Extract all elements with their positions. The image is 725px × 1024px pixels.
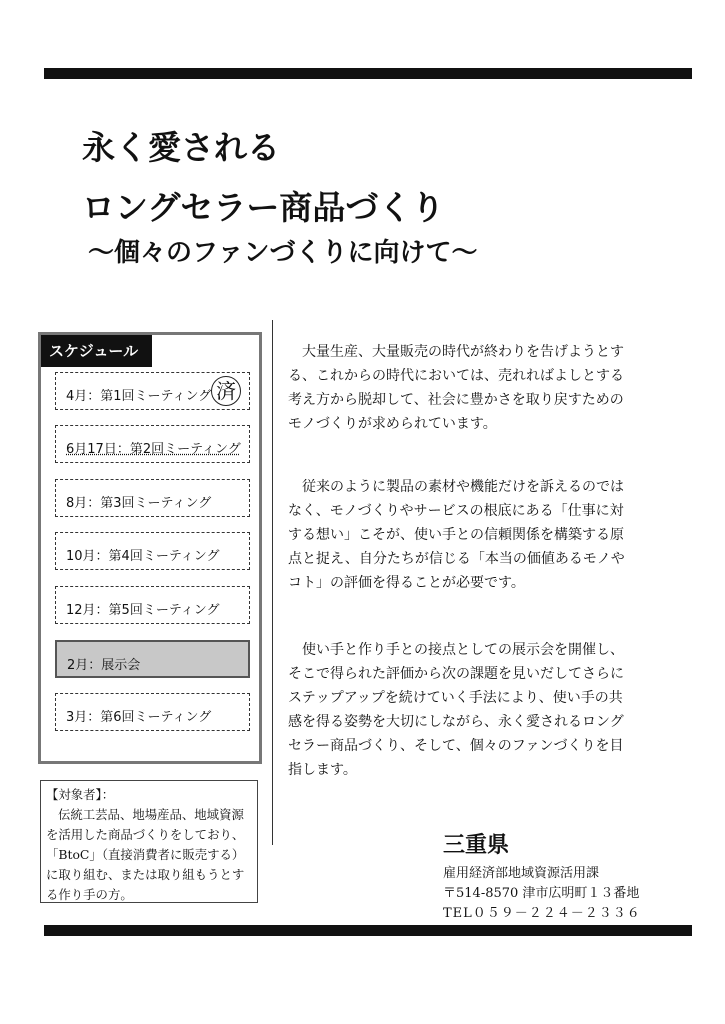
schedule-item [55,586,250,624]
target-heading: 【対象者】： [46,787,115,802]
schedule-item-label: 4月：第1回ミーティング [66,389,212,404]
schedule-item-label: 3月：第6回ミーティング [66,710,212,725]
schedule-item-label: 12月：第5回ミーティング [66,603,220,618]
schedule-item [55,479,250,517]
subtitle: ～個々のファンづくりに向けて～ [88,238,478,268]
title-line1: 永く愛される [82,128,280,167]
column-divider [272,320,273,845]
title-line2: ロングセラー商品づくり [82,188,445,227]
department: 雇用経済部地域資源活用課 [443,866,600,881]
target-audience-box [40,780,258,903]
completed-stamp: 済 [211,376,241,406]
schedule-item-exhibition [55,640,250,678]
schedule-item [55,425,250,463]
schedule-item-label: 2月：展示会 [67,658,141,673]
top-rule [44,68,692,79]
schedule-item-label: 8月：第3回ミーティング [66,496,212,511]
schedule-heading: スケジュール [41,335,152,367]
schedule-item [55,372,250,410]
body-paragraph: 大量生産、大量販売の時代が終わりを告げようとする、これからの時代においては、売れればよしとする考え方から脱却して、社会に豊かさを取り戻すためのモノづくりが求められています。 [288,344,624,432]
schedule-box [38,332,262,764]
telephone: TEL０５９－２２４－２３３６ [443,906,641,921]
target-text: 伝統工芸品、地場産品、地域資源を活用した商品づくりをしており、「BtoC」（直接消費者に販売する）に取り組む、または取り組もうとする作り手の方。 [46,807,245,902]
schedule-item-label: 6月17日：第2回ミーティング [66,442,241,457]
schedule-item-label: 10月：第4回ミーティング [66,549,220,564]
schedule-item [55,693,250,731]
body-paragraph: 従来のように製品の素材や機能だけを訴えるのではなく、モノづくりやサービスの根底にある「仕事に対する想い」こそが、使い手との信頼関係を構築する原点と捉え、自分たちが信じる「本当の価値あるモノやコト」の評価を得ることが必要です。 [288,479,625,591]
address: 〒514-8570 津市広明町１３番地 [443,886,640,901]
schedule-item [55,532,250,570]
body-paragraph: 使い手と作り手との接点としての展示会を開催し、そこで得られた評価から次の課題を見いだしてさらにステップアップを続けていく手法により、使い手の共感を得る姿勢を大切にしながら、永く愛されるロングセラー商品づくり、そして、個々のファンづくりを目指します。 [288,642,624,778]
organization-name: 三重県 [443,833,510,858]
bottom-rule [44,925,692,936]
